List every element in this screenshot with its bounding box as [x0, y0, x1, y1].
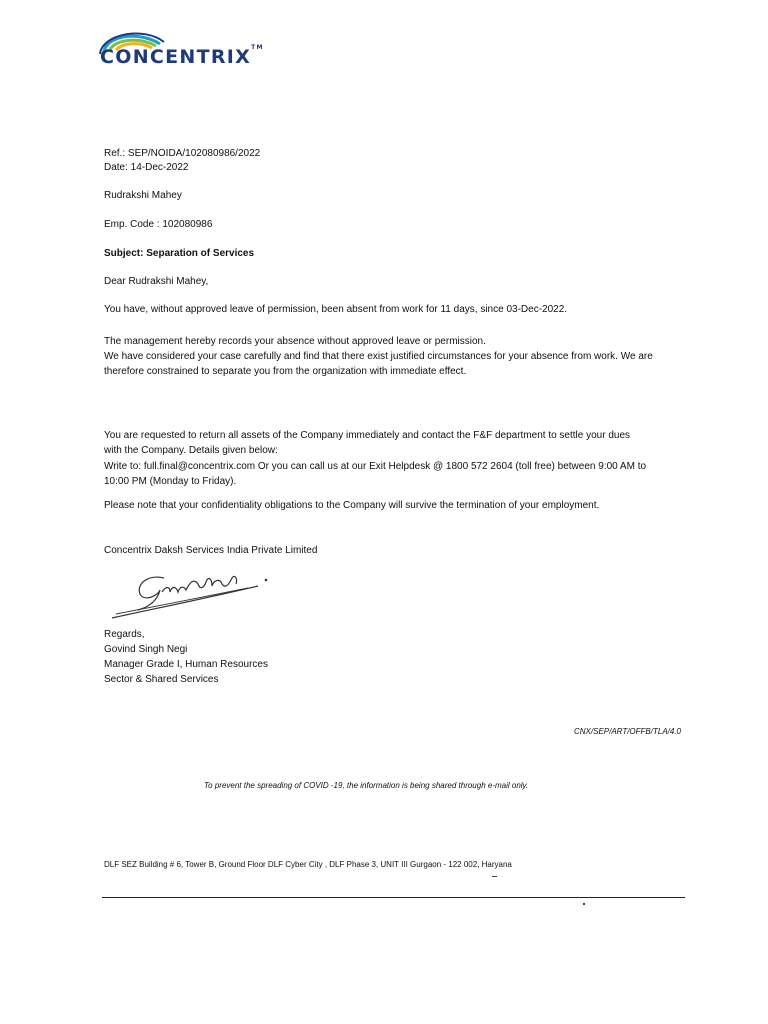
document-code: CNX/SEP/ART/OFFB/TLA/4.0: [574, 727, 681, 736]
signer-title: Manager Grade I, Human Resources: [104, 659, 268, 670]
office-address: DLF SEZ Building # 6, Tower B, Ground Floor DLF Cyber City , DLF Phase 3, UNIT III Gurgaon - 122 002, Haryana: [104, 860, 512, 869]
letter-date: Date: 14-Dec-2022: [104, 162, 189, 173]
logo-wordmark: CONCENTRIX™: [100, 44, 264, 68]
management-line: The management hereby records your absence without approved leave or permission.: [104, 336, 486, 347]
salutation: Dear Rudrakshi Mahey,: [104, 276, 209, 287]
confidentiality-note: Please note that your confidentiality obligations to the Company will survive the termination of your employment.: [104, 500, 600, 511]
footer-dot: [583, 903, 585, 905]
trademark-mark: TM: [251, 44, 264, 51]
concentrix-logo: [98, 30, 298, 74]
contact-line-1: Write to: full.final@concentrix.com Or you can call us at our Exit Helpdesk @ 1800 572 2604 (toll free) between 9:00 AM to: [104, 461, 647, 472]
subject-line: Subject: Separation of Services: [104, 248, 255, 259]
reference-number: Ref.: SEP/NOIDA/102080986/2022: [104, 148, 261, 159]
separation-line: therefore constrained to separate you from the organization with immediate effect.: [104, 366, 467, 377]
signer-name: Govind Singh Negi: [104, 644, 188, 655]
consideration-line: We have considered your case carefully and find that there exist justified circumstances for your absence from work. We are: [104, 351, 653, 362]
recipient-name: Rudrakshi Mahey: [104, 190, 182, 201]
employee-code: Emp. Code : 102080986: [104, 219, 213, 230]
contact-line-2: 10:00 PM (Monday to Friday).: [104, 476, 237, 487]
address-dash: [492, 876, 497, 877]
company-name: Concentrix Daksh Services India Private Limited: [104, 545, 318, 556]
absence-paragraph: You have, without approved leave of permission, been absent from work for 11 days, since 03-Dec-2022.: [104, 304, 568, 315]
covid-note: To prevent the spreading of COVID -19, the information is being shared through e-mail only.: [204, 781, 529, 790]
footer-rule: [102, 897, 685, 898]
assets-line-2: with the Company. Details given below:: [104, 445, 278, 456]
signature-image: [108, 564, 278, 624]
assets-line-1: You are requested to return all assets of the Company immediately and contact the F&F department to settle your dues: [104, 430, 631, 441]
signer-department: Sector & Shared Services: [104, 674, 219, 685]
regards: Regards,: [104, 629, 145, 640]
